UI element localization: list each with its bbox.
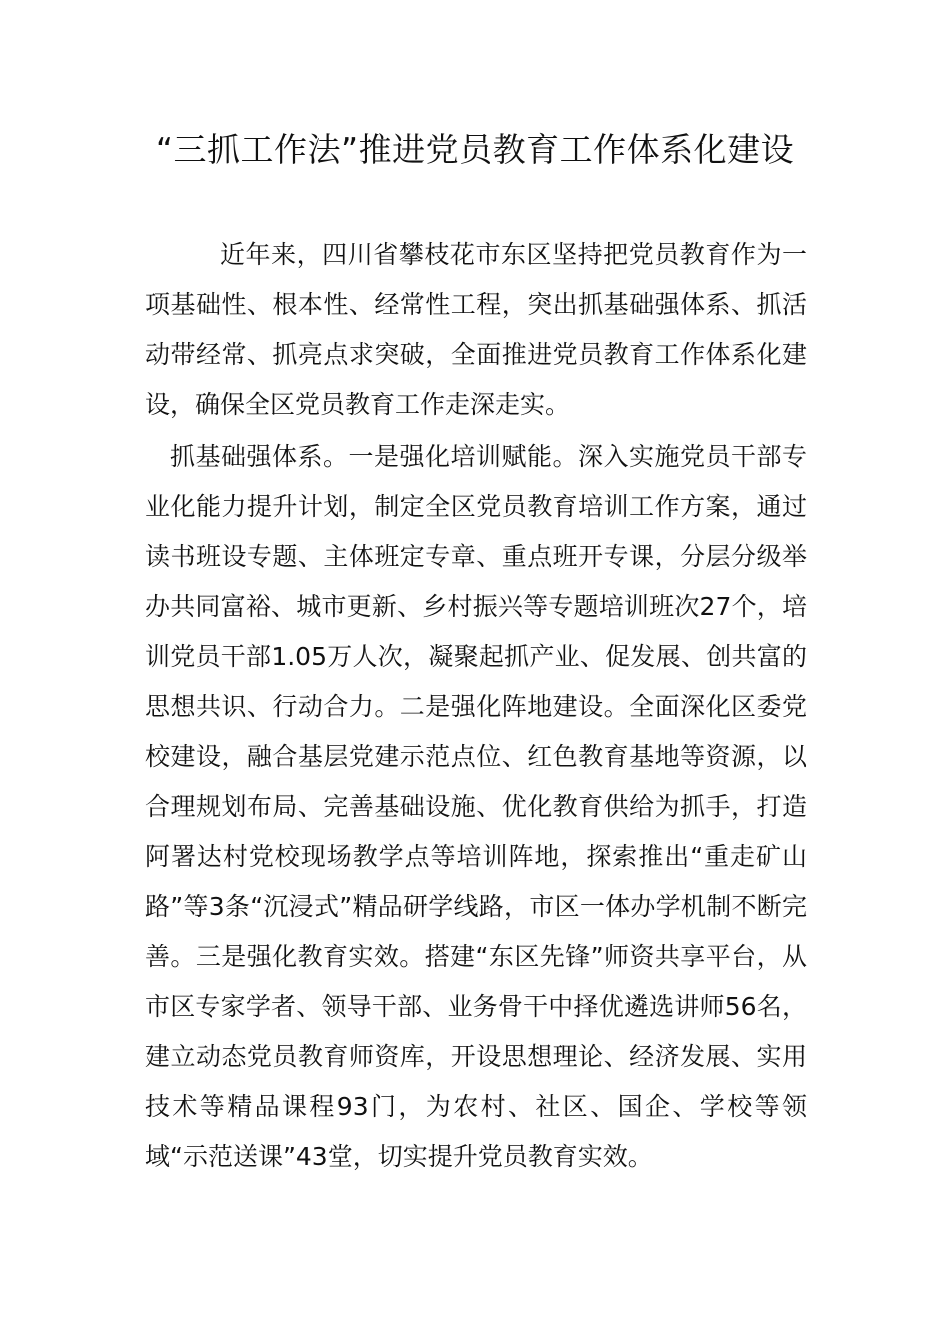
document-title: “三抓工作法”推进党员教育工作体系化建设 <box>155 130 795 169</box>
paragraph-foundation: 抓基础强体系。一是强化培训赋能。深入实施党员干部专业化能力提升计划，制定全区党员教育培训工作方案，通过读书班设专题、主体班定专章、重点班开专课，分层分级举办共同富裕、城市更新、乡村振兴等专题培训班次27个，培训党员干部1.05万人次，凝聚起抓产业、促发展、创共富的思想共识、行动合力。二是强化阵地建设。全面深化区委党校建设，融合基层党建示范点位、红色教育基地等资源，以合理规划布局、完善基础设施、优化教育供给为抓手，打造阿署达村党校现场教学点等培训阵地，探索推出“重走矿山路”等3条“沉浸式”精品研学线路，市区一体办学机制不断完善。三是强化教育实效。搭建“东区先锋”师资共享平台，从市区专家学者、领导干部、业务骨干中择优遴选讲师56名，建立动态党员教育师资库，开设思想理论、经济发展、实用技术等精品课程93门，为农村、社区、国企、学校等领域“示范送课”43堂，切实提升党员教育实效。 <box>145 442 807 1171</box>
document-body <box>145 230 807 1182</box>
paragraph-intro: 近年来，四川省攀枝花市东区坚持把党员教育作为一项基础性、根本性、经常性工程，突出抓基础强体系、抓活动带经常、抓亮点求突破，全面推进党员教育工作体系化建设，确保全区党员教育工作走深走实。 <box>145 240 807 419</box>
